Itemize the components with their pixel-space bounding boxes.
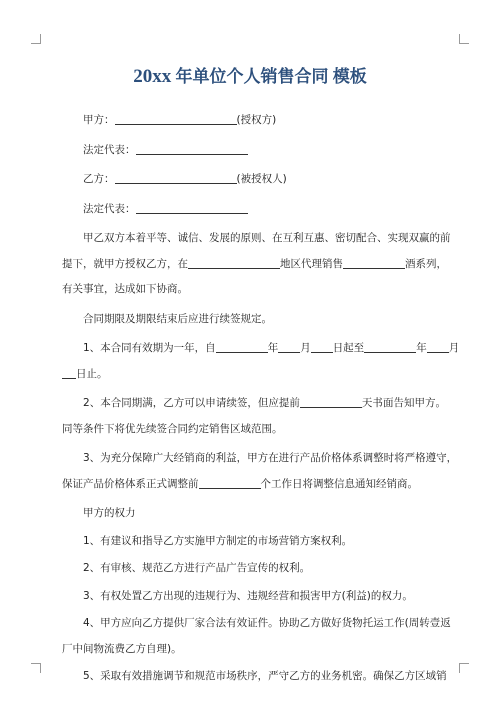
clause-1-l1 <box>62 336 460 362</box>
clause-3-text-b: 个工作日将调整信息通知经销商。 <box>260 477 418 490</box>
party-a-label: 甲方： <box>83 114 115 126</box>
start-day-blank <box>311 340 333 353</box>
right-5-l1: 5、采取有效措施调节和规范市场秩序，严守乙方的业务机密。确保乙方区域销 <box>83 670 447 682</box>
legal-rep-a-label: 法定代表： <box>83 143 136 156</box>
right-4-l2: 厂中间物流费乙方自理)。 <box>62 642 182 655</box>
clause-1-year-2: 年 <box>416 342 427 354</box>
clause-1-text-d: 日起至 <box>332 342 365 354</box>
clause-1-text-a: 1、本合同有效期为一年，自 <box>83 342 216 354</box>
end-month-blank <box>427 340 449 353</box>
right-3: 3、有权处置乙方出现的违规行为、违规经营和损害甲方(利益)的权力。 <box>83 589 413 602</box>
legal-rep-b-label: 法定代表： <box>83 202 136 215</box>
start-year-blank <box>216 340 268 353</box>
party-a-role: (授权方) <box>236 114 277 126</box>
paragraph-preamble-l1: 甲乙双方本着平等、诚信、发展的原则、在互利互惠、密切配合、实现双赢的前 <box>83 232 451 244</box>
document-title <box>0 62 500 88</box>
end-year-blank <box>364 340 416 353</box>
legal-rep-a-line <box>62 138 446 164</box>
paragraph-term-intro: 合同期限及期限结束后应进行续签规定。 <box>83 312 272 325</box>
clause-1-year: 年 <box>267 342 279 354</box>
crop-mark-bottom-right <box>459 663 469 673</box>
party-b-label: 乙方： <box>83 173 115 185</box>
paragraph-preamble-l2 <box>62 252 446 278</box>
clause-1-month-2: 月 <box>448 342 460 354</box>
title-text: 年单位个人销售合同 模板 <box>171 67 367 86</box>
clause-1-month: 月 <box>300 342 311 354</box>
paragraph-preamble-l3: 有关事宜，达成如下协商。 <box>62 283 188 295</box>
clause-1-end: 日止。 <box>76 367 108 380</box>
legal-rep-a-blank <box>136 142 248 155</box>
crop-mark-bottom-left <box>31 663 41 673</box>
party-a-blank <box>115 112 237 125</box>
title-year: 20xx <box>133 66 172 87</box>
right-4-l1: 4、甲方应向乙方提供厂家合法有效证件。协助乙方做好货物托运工作(周转壹返 <box>83 617 451 629</box>
preamble-text-b: 地区代理销售 <box>280 257 343 270</box>
party-b-role: (被授权人) <box>236 173 287 185</box>
clause-3-text-a: 保证产品价格体系正式调整前 <box>62 477 199 490</box>
region-blank <box>188 256 280 269</box>
notice-days-blank <box>300 395 362 408</box>
document-body <box>62 108 460 690</box>
clause-2-text-a: 2、本合同期满，乙方可以申请续签，但应提前 <box>83 397 300 409</box>
clause-3-l2 <box>62 472 446 498</box>
crop-mark-top-right <box>459 34 469 44</box>
start-month-blank <box>278 340 300 353</box>
clause-1-l2 <box>62 362 446 388</box>
workdays-blank <box>199 476 261 489</box>
clause-2-l2: 同等条件下将优先续签合同约定销售区域范围。 <box>62 422 283 435</box>
clause-2-text-b: 天书面告知甲方。 <box>361 397 446 409</box>
section-heading-rights: 甲方的权力 <box>83 507 136 519</box>
right-1: 1、有建议和指导乙方实施甲方制定的市场营销方案权利。 <box>83 534 353 547</box>
party-a-line <box>62 108 446 134</box>
preamble-text-c: 酒系列， <box>405 257 447 270</box>
clause-2-l1 <box>62 391 446 417</box>
legal-rep-b-line <box>62 197 446 223</box>
party-b-blank <box>115 171 237 184</box>
end-day-blank <box>62 366 76 379</box>
party-b-line <box>62 167 446 193</box>
right-2: 2、有审核、规范乙方进行产品广告宣传的权利。 <box>83 562 311 574</box>
wine-series-blank <box>343 256 405 269</box>
clause-3-l1: 3、为充分保障广大经销商的利益，甲方在进行产品价格体系调整时将严格遵守， <box>83 452 458 464</box>
legal-rep-b-blank <box>136 201 248 214</box>
preamble-text-a: 提下，就甲方授权乙方，在 <box>62 257 188 270</box>
crop-mark-top-left <box>31 34 41 44</box>
